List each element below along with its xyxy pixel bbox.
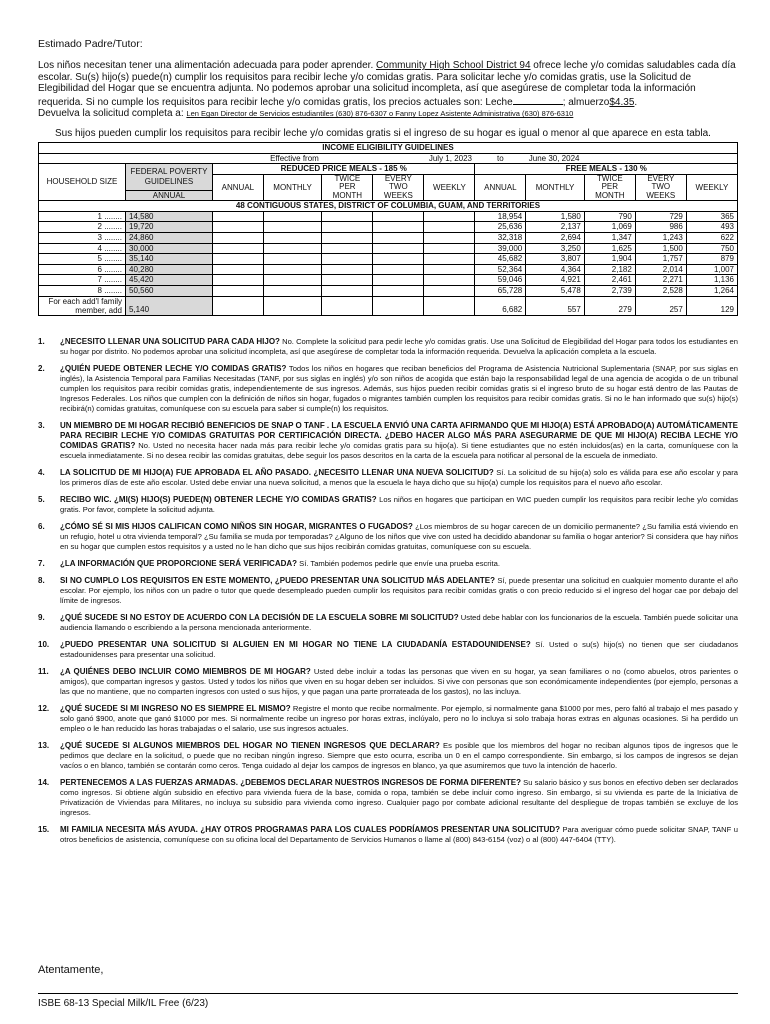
fpg-header: FEDERAL POVERTY GUIDELINES <box>126 164 213 191</box>
faq-question: MI FAMILIA NECESITA MÁS AYUDA. ¿HAY OTROS PROGRAMAS PARA LOS CUALES PODRÍAMOS PRESENTAR UNA SOLICITUD? <box>60 825 561 834</box>
faq-number: 15. <box>38 825 50 834</box>
faq-number: 7. <box>38 559 45 568</box>
household-size: 5 ........ <box>39 254 126 265</box>
household-size: 6 ........ <box>39 264 126 275</box>
faq-item <box>38 468 738 488</box>
reduced-weekly <box>424 286 475 297</box>
free-every-two: 729 <box>635 211 686 222</box>
district-name: Community High School District 94 <box>376 60 531 71</box>
fpg-annual: 19,720 <box>126 222 213 233</box>
faq-item <box>38 522 738 552</box>
free-col-annual: ANNUAL <box>475 174 526 201</box>
faq-item <box>38 364 738 414</box>
free-col-monthly: MONTHLY <box>526 174 585 201</box>
faq-answer: Para averiguar cómo puede solicitar SNAP, TANF u otros beneficios de asistencia, comuníquese con su oficina local del Departamento de Servicios Humanos o llame al (800) 843-6154 (voz) o al (800) 447-6404 (TTY). <box>60 825 738 844</box>
intro-text-1: Los niños necesitan tener una alimentación adecuada para poder aprender. <box>38 60 377 71</box>
reduced-every-two <box>373 222 424 233</box>
faq-item <box>38 559 738 569</box>
free-monthly: 3,250 <box>526 243 585 254</box>
reduced-twice <box>322 222 373 233</box>
free-annual: 52,364 <box>475 264 526 275</box>
faq-answer: Sí. Usted o su(s) hijo(s) no tienen que ser ciudadanos estadounidenses para presentar una solicitud. <box>60 640 739 659</box>
reduced-twice <box>322 243 373 254</box>
reduced-annual <box>213 211 264 222</box>
free-weekly: 750 <box>686 243 737 254</box>
faq-item <box>38 495 738 515</box>
faq-answer: Sí. También podemos pedirle que envíe una prueba escrita. <box>297 559 500 568</box>
faq-answer: Sí. La solicitud de su hijo(a) solo es válida para ese año escolar y para los primeros días de este año escolar. Usted debe enviar una nueva solicitud, a menos que la escuela le haya dicho que su hijo(a) cumple los requisitos para el nuevo año escolar. <box>60 468 739 487</box>
fpg-annual: 14,580 <box>126 211 213 222</box>
free-every-two: 2,014 <box>635 264 686 275</box>
reduced-monthly <box>263 286 322 297</box>
faq-body <box>60 559 738 569</box>
faq-question: ¿NECESITO LLENAR UNA SOLICITUD PARA CADA HIJO? <box>60 337 280 346</box>
lead-sentence: Sus hijos pueden cumplir los requisitos para recibir leche y/o comidas gratis si el ingreso de su hogar es igual o menor al que aparece en esta tabla. <box>55 128 711 139</box>
faq-body <box>60 667 738 697</box>
reduced-annual <box>213 233 264 244</box>
faq-body <box>60 337 738 357</box>
milk-price <box>513 95 563 105</box>
faq-answer: Registre el monto que recibe normalmente. Por ejemplo, si normalmente gana $1000 por mes, pero faltó al trabajo el mes pasado y solo ganó $900, anote que ganó $1000 por mes. Si normalmente recibe un ingreso por horas extras, inclúyalo, pero no lo incluya si solo trabaja horas extras en algunas ocasiones. Si ha perdido un empleo o le han reducido las horas trabajadas o el salario, use sus ingresos actuales. <box>60 704 738 733</box>
faq-item <box>38 778 738 818</box>
reduced-annual <box>213 254 264 265</box>
free-col-weekly: WEEKLY <box>686 174 737 201</box>
reduced-twice <box>322 254 373 265</box>
reduced-weekly <box>424 243 475 254</box>
faq-body <box>60 364 738 414</box>
free-monthly: 4,364 <box>526 264 585 275</box>
return-label: Devuelva la solicitud completa a: <box>38 108 187 120</box>
additional-member-fpg: 5,140 <box>126 296 213 315</box>
faq-body <box>60 576 738 606</box>
faq-question: ¿CÓMO SÉ SI MIS HIJOS CALIFICAN COMO NIÑOS SIN HOGAR, MIGRANTES O FUGADOS? <box>60 522 413 531</box>
free-header: FREE MEALS - 130 % <box>475 164 738 175</box>
reduced-twice <box>322 211 373 222</box>
faq-number: 4. <box>38 468 45 477</box>
faq-number: 10. <box>38 640 50 649</box>
additional-free-annual: 6,682 <box>475 296 526 315</box>
faq-number: 2. <box>38 364 45 373</box>
reduced-every-two <box>373 243 424 254</box>
reduced-col-every-two: EVERY TWO WEEKS <box>373 174 424 201</box>
additional-member-label-2: member, add <box>75 305 122 315</box>
free-col-every-two: EVERY TWO WEEKS <box>635 174 686 201</box>
free-annual: 65,728 <box>475 286 526 297</box>
additional-member-label <box>39 296 126 315</box>
free-every-two: 1,500 <box>635 243 686 254</box>
faq-number: 14. <box>38 778 50 787</box>
reduced-monthly <box>263 233 322 244</box>
intro-text-2: ofrece leche y/o comidas saludables cada día escolar. Su(s) hijo(s) puede(n) cumplir los requisitos para recibir leche y/o comidas gratis. Para solicitar leche y/o comidas gratis, use la Solicitud de Elegibilidad del Hogar que se encuentra adjunta. No podemos aprobar una solicitud incompleta, así que asegúrese de completar toda la información requerida. Si no cumple los requisitos para recibir leche y/o comidas gratis, los precios actuales son: Leche <box>38 60 736 108</box>
free-col-twice: TWICE PER MONTH <box>584 174 635 201</box>
reduced-col-monthly: MONTHLY <box>263 174 322 201</box>
free-annual: 32,318 <box>475 233 526 244</box>
table-row <box>39 264 738 275</box>
faq-answer: Los niños en hogares que participan en WIC pueden cumplir los requisitos para recibir leche y/o comidas gratis. Por favor, complete la solicitud adjunta. <box>60 495 738 514</box>
faq-question: ¿PUEDO PRESENTAR UNA SOLICITUD SI ALGUIEN EN MI HOGAR NO TIENE LA CIUDADANÍA ESTADOUNIDENSE? <box>60 640 531 649</box>
free-every-two: 986 <box>635 222 686 233</box>
intro-paragraph <box>38 60 738 120</box>
reduced-every-two <box>373 275 424 286</box>
faq-answer: Es posible que los miembros del hogar no reciban algunos tipos de ingresos que le pedimos que declare en la solicitud, o puede que no reciban ningún ingreso. Siempre que esto ocurra, escriba un 0 en el campo correspondiente. Sin embargo, si los campos de ingresos se dejan vacíos o en blanco, también se contarán como ceros. Tenga cuidado al dejar los campos de ingresos en blanco, ya que asumiremos que tuvo la intención de hacerlo. <box>60 741 738 770</box>
reduced-twice <box>322 286 373 297</box>
empty-cell <box>424 296 475 315</box>
table-row <box>39 222 738 233</box>
reduced-weekly <box>424 233 475 244</box>
free-monthly: 5,478 <box>526 286 585 297</box>
faq-question: PERTENECEMOS A LAS FUERZAS ARMADAS. ¿DEBEMOS DECLARAR NUESTROS INGRESOS DE FORMA DIFERENTE? <box>60 778 522 787</box>
table-row <box>39 243 738 254</box>
faq-item <box>38 825 738 845</box>
reduced-annual <box>213 222 264 233</box>
free-twice: 2,739 <box>584 286 635 297</box>
return-contact: Len Egan Director de Servicios estudiantiles (630) 876-6307 o Fanny Lopez Asistente Administrativa (630) 876-6310 <box>186 109 574 119</box>
household-size: 8 ........ <box>39 286 126 297</box>
faq-body <box>60 468 738 488</box>
intro-text-3: ; almuerzo <box>562 96 610 108</box>
faq-question: ¿QUÉ SUCEDE SI NO ESTOY DE ACUERDO CON LA DECISIÓN DE LA ESCUELA SOBRE MI SOLICITUD? <box>60 613 459 622</box>
table-row <box>39 233 738 244</box>
table-row <box>39 275 738 286</box>
fpg-annual: 40,280 <box>126 264 213 275</box>
faq-body <box>60 640 738 660</box>
faq-question: ¿LA INFORMACIÓN QUE PROPORCIONE SERÁ VERIFICADA? <box>60 559 298 568</box>
faq-answer: No. Usted no necesita hacer nada más para recibir leche y/o comidas gratis para su hijo(a). Si tiene estudiantes que no estén incluidos(as) en la carta, comuníquese con la escuela inmediatamente. Si no desea recibir las comidas gratuitas, debe seguir los pasos descritos en la carta de la escuela para notificar al personal de la escuela de inmediato. <box>60 441 738 460</box>
free-weekly: 879 <box>686 254 737 265</box>
reduced-every-two <box>373 254 424 265</box>
free-weekly: 1,136 <box>686 275 737 286</box>
fpg-annual: 45,420 <box>126 275 213 286</box>
to-label: to <box>475 153 526 164</box>
free-twice: 1,347 <box>584 233 635 244</box>
free-monthly: 4,921 <box>526 275 585 286</box>
faq-answer: Todos los niños en hogares que reciban beneficios del Programa de Asistencia Nutricional Suplementaria (SNAP, por sus siglas en inglés), la Asistencia Temporal para Familias Necesitadas (TANF, por sus siglas en inglés) y/o son niños de acogida que están bajo la responsabilidad legal de una agencia de acogida o de un tribunal cumplen los requisitos para recibir comidas gratis, independientemente de sus ingresos. Además, sus hijos pueden recibir comidas gratis si el ingreso bruto de su hogar está dentro de las Pautas de Ingresos Federales. Los niños que cumplen con la definición de niños sin hogar, fugados o migrantes también cumplen los requisitos para recibir comidas gratis. Si no le han informado que su(s) hijo(s) recibirá(n) comidas gratuitas, comuníquese con su escuela para saber si cumple(n) los requisitos. <box>60 364 738 413</box>
household-size: 7 ........ <box>39 275 126 286</box>
faq-question: UN MIEMBRO DE MI HOGAR RECIBIÓ BENEFICIOS DE SNAP O TANF . LA ESCUELA ENVIÓ UNA CARTA AFIRMANDO QUE MI HIJO(A) ESTÁ APROBADO(A) AUTOMÁTICAMENTE PARA RECIBIR LECHE Y/O COMIDAS GRATUITAS POR CERTIFICACIÓN DIRECTA. ¿DEBO HACER ALGO MÁS PARA ASEGURARME DE QUE MI HIJO(A) RECIBA LECHE Y/O COMIDAS GRATIS? <box>60 421 738 450</box>
free-twice: 790 <box>584 211 635 222</box>
reduced-monthly <box>263 211 322 222</box>
free-twice: 2,182 <box>584 264 635 275</box>
faq-body <box>60 522 738 552</box>
reduced-annual <box>213 264 264 275</box>
faq-answer: No. Complete la solicitud para pedir leche y/o comidas gratis. Use una Solicitud de Elegibilidad del Hogar para todos los estudiantes en su hogar por distrito. No podemos aprobar una solicitud incompleta, así que asegúrese de completar toda la información requerida. Devuelva la aplicación completa a la escuela. <box>60 337 738 356</box>
faq-item <box>38 421 738 461</box>
faq-item <box>38 613 738 633</box>
household-size: 3 ........ <box>39 233 126 244</box>
faq-question: ¿QUIÉN PUEDE OBTENER LECHE Y/O COMIDAS GRATIS? <box>60 364 287 373</box>
lunch-price: $4.35 <box>609 96 635 108</box>
free-weekly: 622 <box>686 233 737 244</box>
empty-cell <box>263 296 322 315</box>
reduced-weekly <box>424 254 475 265</box>
faq-number: 12. <box>38 704 50 713</box>
faq-answer: Su salario básico y sus bonos en efectivo deben ser declarados como ingresos. Si obtiene algún subsidio en efectivo para vivienda fuera de la base, comida o ropa, también se debe incluir como ingreso. Sin embargo, si su vivienda es parte de la Iniciativa de Privatización de Viviendas para Militares, no incluya su subsidio para vivienda como ingreso. Cualquier pago por combate adicional resultante del despliegue de tropas también se excluye de los ingresos. <box>60 778 738 817</box>
faq-body <box>60 704 738 734</box>
reduced-twice <box>322 275 373 286</box>
reduced-annual <box>213 286 264 297</box>
reduced-col-annual: ANNUAL <box>213 174 264 201</box>
reduced-twice <box>322 264 373 275</box>
reduced-header: REDUCED PRICE MEALS - 185 % <box>213 164 475 175</box>
faq-item <box>38 640 738 660</box>
reduced-twice <box>322 233 373 244</box>
free-every-two: 2,271 <box>635 275 686 286</box>
additional-free-every-two: 257 <box>635 296 686 315</box>
reduced-every-two <box>373 233 424 244</box>
reduced-every-two <box>373 264 424 275</box>
faq-number: 8. <box>38 576 45 585</box>
fpg-annual: 24,860 <box>126 233 213 244</box>
intro-text-4: . <box>634 96 638 108</box>
household-size: 2 ........ <box>39 222 126 233</box>
faq-number: 1. <box>38 337 45 346</box>
effective-from-label: Effective from <box>39 153 322 164</box>
free-every-two: 1,757 <box>635 254 686 265</box>
form-footer: ISBE 68-13 Special Milk/IL Free (6/23) <box>38 998 209 1009</box>
additional-free-twice: 279 <box>584 296 635 315</box>
table-row <box>39 296 738 315</box>
faq-body <box>60 421 738 461</box>
reduced-annual <box>213 275 264 286</box>
closing: Atentamente, <box>38 964 104 976</box>
free-twice: 1,625 <box>584 243 635 254</box>
faq-answer: Sí, puede presentar una solicitud en cualquier momento durante el año escolar. Por ejemplo, los niños con un padre o tutor que quede desempleado pueden cumplir los requisitos para recibir comidas gratis o con precio reducido si el ingreso del hogar cae por debajo del límite de ingresos. <box>60 576 739 605</box>
faq-answer: Usted debe hablar con los funcionarios de la escuela. También puede solicitar una audiencia llamando o escribiendo a la persona mencionada anteriormente. <box>60 613 738 632</box>
additional-member-label-1: For each add'l family <box>48 296 122 306</box>
free-weekly: 365 <box>686 211 737 222</box>
faq-list <box>38 337 738 852</box>
table-row <box>39 211 738 222</box>
free-monthly: 2,694 <box>526 233 585 244</box>
empty-cell <box>373 296 424 315</box>
free-monthly: 3,807 <box>526 254 585 265</box>
free-annual: 25,636 <box>475 222 526 233</box>
faq-item <box>38 704 738 734</box>
table-row <box>39 286 738 297</box>
faq-number: 9. <box>38 613 45 622</box>
faq-answer: Usted debe incluir a todas las personas que viven en su hogar, ya sean familiares o no (como abuelos, otros parientes o amigos), que compartan ingresos y gastos. Usted y todos los niños que viven en su hogar deben ser incluidos. Si vive con personas que son económicamente independientes (por ejemplo, personas a las que no mantiene, que no comparten ingresos con usted o sus hijos, y que pagan una parte prorrateada de los gastos), no las incluya. <box>60 667 738 696</box>
free-weekly: 1,264 <box>686 286 737 297</box>
free-every-two: 1,243 <box>635 233 686 244</box>
faq-question: ¿A QUIÉNES DEBO INCLUIR COMO MIEMBROS DE MI HOGAR? <box>60 667 311 676</box>
faq-question: LA SOLICITUD DE MI HIJO(A) FUE APROBADA EL AÑO PASADO. ¿NECESITO LLENAR UNA NUEVA SOLICITUD? <box>60 468 494 477</box>
free-weekly: 1,007 <box>686 264 737 275</box>
faq-item <box>38 337 738 357</box>
faq-number: 11. <box>38 667 49 676</box>
free-annual: 45,682 <box>475 254 526 265</box>
faq-body <box>60 825 738 845</box>
free-annual: 59,046 <box>475 275 526 286</box>
reduced-col-weekly: WEEKLY <box>424 174 475 201</box>
reduced-monthly <box>263 275 322 286</box>
free-twice: 1,904 <box>584 254 635 265</box>
reduced-annual <box>213 243 264 254</box>
faq-question: RECIBO WIC. ¿MI(S) HIJO(S) PUEDE(N) OBTENER LECHE Y/O COMIDAS GRATIS? <box>60 495 377 504</box>
salutation: Estimado Padre/Tutor: <box>38 38 143 50</box>
free-twice: 2,461 <box>584 275 635 286</box>
to-date: June 30, 2024 <box>526 153 738 164</box>
reduced-every-two <box>373 286 424 297</box>
region-header: 48 CONTIGUOUS STATES, DISTRICT OF COLUMBIA, GUAM, AND TERRITORIES <box>39 201 738 212</box>
fpg-annual: 50,560 <box>126 286 213 297</box>
additional-free-weekly: 129 <box>686 296 737 315</box>
household-size-header: HOUSEHOLD SIZE <box>39 164 126 201</box>
faq-answer: ¿Los miembros de su hogar carecen de un domicilio permanente? ¿Su familia está viviendo en un refugio, hotel u otra vivienda temporal? ¿Su familia se muda por temporadas? ¿Alguno de los niños que vive con usted ha decidido abandonar su familia o hogar anterior? Si considera que hay niños en su hogar que cumplen estos requisitos y a usted no le han dicho que sus hijos recibirán comidas gratuitas, comuníquese con su escuela. <box>60 522 738 551</box>
table-title: INCOME ELIGIBILITY GUIDELINES <box>39 143 738 154</box>
reduced-col-twice: TWICE PER MONTH <box>322 174 373 201</box>
reduced-every-two <box>373 211 424 222</box>
from-date: July 1, 2023 <box>322 153 475 164</box>
faq-question: ¿QUÉ SUCEDE SI MI INGRESO NO ES SIEMPRE EL MISMO? <box>60 704 291 713</box>
faq-question: ¿QUÉ SUCEDE SI ALGUNOS MIEMBROS DEL HOGAR NO TIENEN INGRESOS QUE DECLARAR? <box>60 741 440 750</box>
free-weekly: 493 <box>686 222 737 233</box>
fpg-annual: 35,140 <box>126 254 213 265</box>
reduced-monthly <box>263 222 322 233</box>
income-eligibility-table <box>38 142 738 316</box>
household-size: 1 ........ <box>39 211 126 222</box>
faq-number: 3. <box>38 421 45 430</box>
faq-body <box>60 495 738 515</box>
free-monthly: 2,137 <box>526 222 585 233</box>
free-annual: 39,000 <box>475 243 526 254</box>
additional-free-monthly: 557 <box>526 296 585 315</box>
reduced-weekly <box>424 211 475 222</box>
empty-cell <box>322 296 373 315</box>
faq-body <box>60 741 738 771</box>
free-every-two: 2,528 <box>635 286 686 297</box>
footer-divider <box>38 993 738 994</box>
empty-cell <box>213 296 264 315</box>
free-monthly: 1,580 <box>526 211 585 222</box>
table-row <box>39 254 738 265</box>
reduced-monthly <box>263 254 322 265</box>
faq-body <box>60 613 738 633</box>
reduced-weekly <box>424 275 475 286</box>
faq-item <box>38 667 738 697</box>
faq-body <box>60 778 738 818</box>
faq-item <box>38 576 738 606</box>
faq-number: 5. <box>38 495 45 504</box>
reduced-weekly <box>424 264 475 275</box>
reduced-monthly <box>263 264 322 275</box>
household-size: 4 ........ <box>39 243 126 254</box>
fpg-annual: 30,000 <box>126 243 213 254</box>
faq-number: 6. <box>38 522 45 531</box>
faq-question: SI NO CUMPLO LOS REQUISITOS EN ESTE MOMENTO, ¿PUEDO PRESENTAR UNA SOLICITUD MÁS ADELANTE? <box>60 576 496 585</box>
reduced-monthly <box>263 243 322 254</box>
free-twice: 1,069 <box>584 222 635 233</box>
free-annual: 18,954 <box>475 211 526 222</box>
fpg-annual-header: ANNUAL <box>126 190 213 201</box>
reduced-weekly <box>424 222 475 233</box>
faq-item <box>38 741 738 771</box>
faq-number: 13. <box>38 741 50 750</box>
